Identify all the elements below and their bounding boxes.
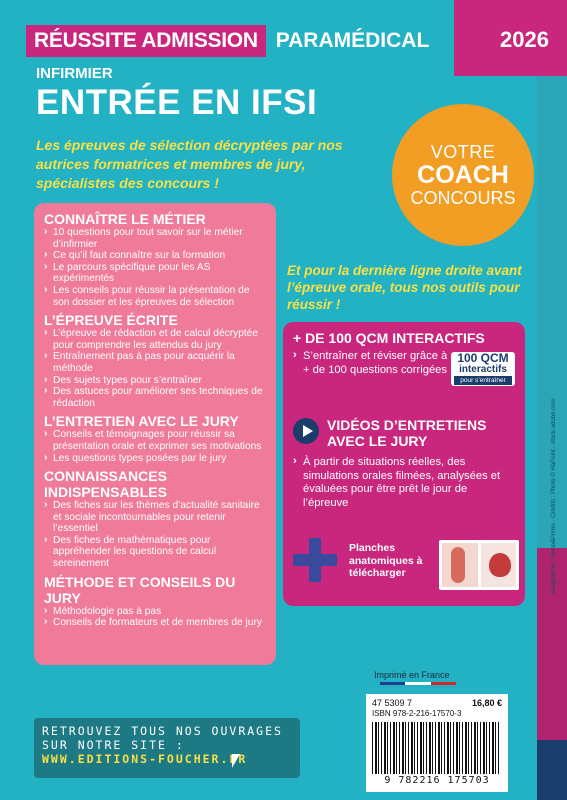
product-code: 47 5309 7 (372, 698, 413, 708)
header-bar (26, 24, 429, 58)
coach-line-1: VOTRE (430, 142, 496, 162)
coach-line-3: CONCOURS (410, 188, 516, 208)
section-title: L’ENTRETIEN AVEC LE JURY (44, 413, 239, 430)
section-entretien (44, 413, 266, 464)
series-label: RÉUSSITE ADMISSION (26, 25, 266, 57)
video-title: VIDÉOS D’ENTRETIENS AVEC LE JURY (327, 417, 487, 449)
section-methode (44, 574, 266, 629)
anatomy-thumbnail (439, 540, 519, 590)
tools-panel (283, 322, 525, 606)
list-item: › 10 questions pour tout savoir sur le métier d’infirmier (44, 227, 266, 250)
list-item: › S’entraîner et réviser grâce à + de 100 questions corrigées (293, 350, 449, 377)
anatomy-heart-image (481, 543, 517, 587)
category-label: PARAMÉDICAL (275, 29, 430, 52)
qcm-badge-line-1: 100 QCM (457, 351, 509, 365)
coach-badge (392, 104, 534, 246)
list-item: › Des sujets types pour s’entraîner (44, 375, 266, 387)
cursor-icon (232, 754, 240, 768)
section-title: MÉTHODE ET CONSEILS DU JURY (44, 573, 236, 606)
section-title: L’ÉPREUVE ÉCRITE (44, 312, 178, 329)
qcm-badge (451, 352, 515, 386)
list-item: › À partir de situations réelles, des simulations orales filmées, analysées et évaluées pour être prêt le jour de l’épreuve (293, 456, 515, 510)
section-title: CONNAÎTRE LE MÉTIER (44, 211, 206, 227)
list-item: › Les conseils pour réussir la présentation de son dossier et les épreuves de sélection (44, 285, 266, 308)
anatomy-body-image (442, 543, 478, 587)
list-item: › Entraînement pas à pas pour acquérir la méthode (44, 351, 266, 374)
barcode-area (366, 694, 508, 792)
isbn: ISBN 978-2-216-17570-3 (372, 709, 462, 718)
french-flag-icon (380, 682, 456, 685)
list-item: › Des astuces pour améliorer ses techniques de rédaction (44, 386, 266, 409)
play-icon (293, 418, 319, 444)
coach-line-2: COACH (417, 161, 509, 189)
side-credit-text: Graphisme : Primo&Primo · Crédits : Photo © HaPoint - stock.adobe.com (551, 398, 557, 593)
subtitle: Les épreuves de sélection décryptées par nos autrices formatrices et membres de jury, spécialistes des concours ! (36, 137, 343, 191)
barcode-icon (372, 722, 500, 774)
tools-intro: Et pour la dernière ligne droite avant l’épreuve orale, tous nos outils pour réussir ! (287, 263, 522, 312)
planches-label: Planches anatomiques à télécharger (349, 542, 423, 579)
list-item: › Conseils de formateurs et de membres de jury (44, 617, 266, 629)
qcm-badge-line-2: interactifs (459, 364, 507, 375)
section-connaissances (44, 468, 266, 570)
qcm-badge-line-3: pour s’entraîner (454, 376, 512, 385)
page-title: ENTRÉE EN IFSI (36, 83, 318, 122)
section-title: CONNAISSANCES INDISPENSABLES (44, 468, 167, 501)
price: 16,80 € (471, 698, 502, 708)
list-item: › L’épreuve de rédaction et de calcul décryptée pour comprendre les attendus du jury (44, 328, 266, 351)
side-credit (544, 400, 558, 600)
list-item: › Les questions types posées par le jury (44, 453, 266, 465)
website-box (34, 718, 300, 778)
list-item: › Méthodologie pas à pas (44, 606, 266, 618)
list-item: › Ce qu’il faut connaître sur la formation (44, 250, 266, 262)
printed-in-label: Imprimé en France (374, 670, 450, 680)
list-item: › Le parcours spécifique pour les AS expérimentés (44, 262, 266, 285)
site-line-2: SUR NOTRE SITE : (42, 738, 185, 752)
list-item: › Conseils et témoignages pour réussir sa présentation orale et exprimer ses motivations (44, 429, 266, 452)
list-item: › Des fiches sur les thèmes d’actualité sanitaire et sociale incontournables pour retenir l’essentiel (44, 500, 266, 535)
barcode-digits: 9 782216 175703 (384, 775, 490, 786)
contents-panel (34, 203, 276, 665)
kicker: INFIRMIER (36, 65, 113, 82)
qcm-title: + DE 100 QCM INTERACTIFS (293, 330, 485, 346)
site-url-link[interactable]: WWW.EDITIONS-FOUCHER.FR (42, 752, 248, 766)
section-metier (44, 211, 266, 308)
list-item: › Des fiches de mathématiques pour appréhender les questions de calcul sereinement (44, 535, 266, 570)
section-ecrite (44, 312, 266, 409)
site-line-1: RETROUVEZ TOUS NOS OUVRAGES (42, 724, 283, 738)
edition-year: 2026 (500, 27, 549, 52)
plus-icon (293, 538, 337, 582)
side-strip-navy (537, 740, 567, 800)
